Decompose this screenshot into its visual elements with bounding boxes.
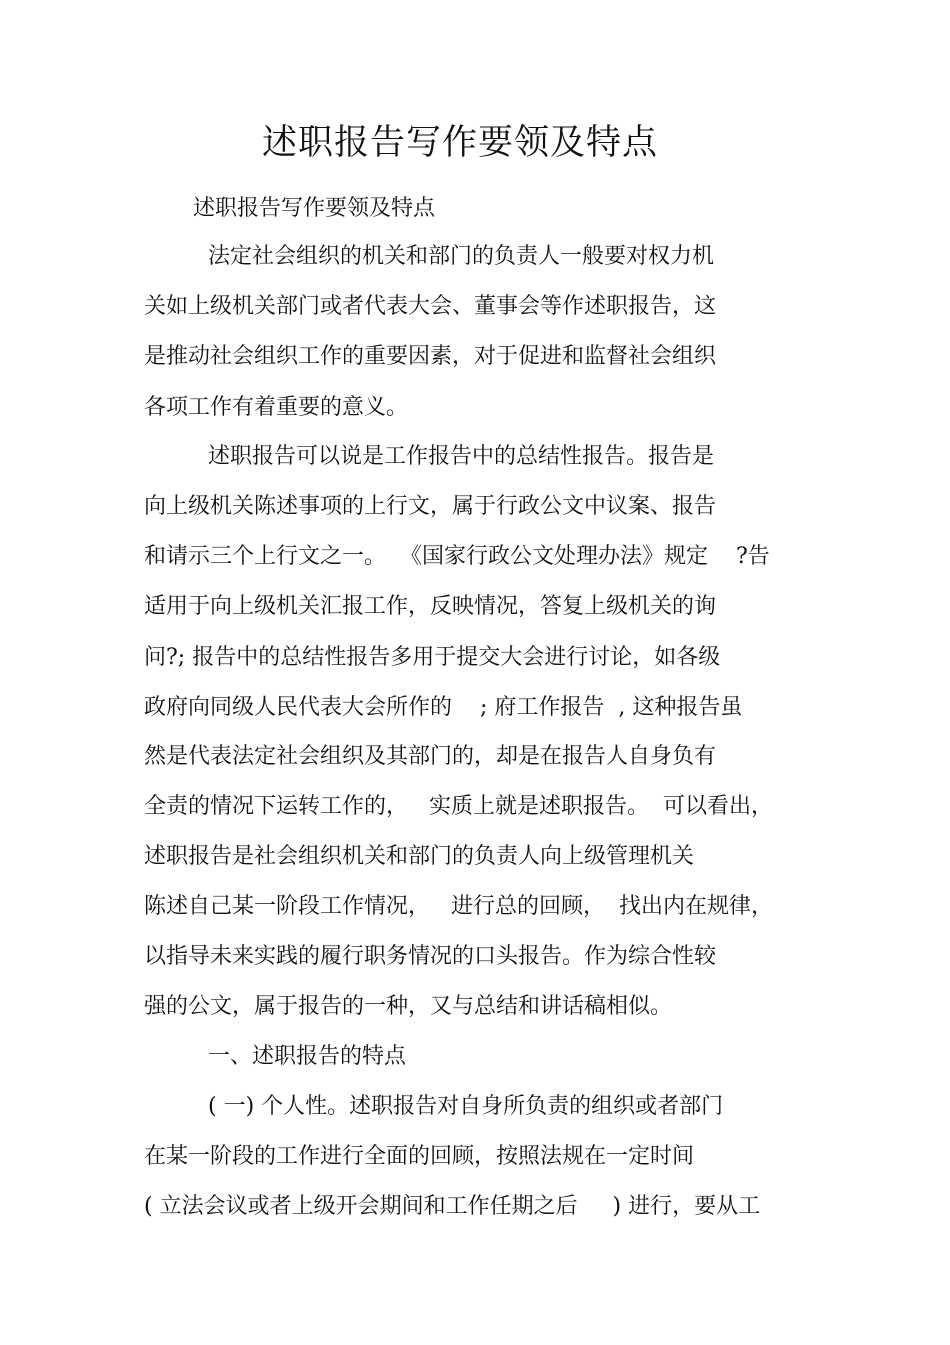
paragraph-line: 以指导未来实践的履行职务情况的口头报告。作为综合性较 [144,944,717,969]
subtitle-line: 述职报告写作要领及特点 [193,196,436,221]
paragraph-line: 向上级机关陈述事项的上行文，属于行政公文中议案、报告 [144,494,717,519]
paragraph-line: 问?; 报告中的总结性报告多用于提交大会进行讨论，如各级 [144,645,721,670]
paragraph-line: 陈述自己某一阶段工作情况， 进行总的回顾， 找出内在规律， [144,894,773,919]
paragraph-line: 在某一阶段的工作进行全面的回顾，按照法规在一定时间 [144,1144,695,1169]
document-title: 述职报告写作要领及特点 [261,123,658,163]
paragraph-line: 和请示三个上行文之一。 《国家行政公文处理办法》规定 ?告 [144,544,770,569]
paragraph-line: 述职报告是社会组织机关和部门的负责人向上级管理机关 [144,844,695,869]
paragraph-line: 强的公文，属于报告的一种，又与总结和讲话稿相似。 [144,994,673,1019]
paragraph-line: 然是代表法定社会组织及其部门的，却是在报告人自身负有 [144,744,717,769]
paragraph-line: 法定社会组织的机关和部门的负责人一般要对权力机 [208,244,715,269]
paragraph-line: 述职报告可以说是工作报告中的总结性报告。报告是 [208,444,715,469]
paragraph-line: ( 一) 个人性。述职报告对自身所负责的组织或者部门 [208,1094,724,1119]
paragraph-line: 关如上级机关部门或者代表大会、董事会等作述职报告，这 [144,294,717,319]
paragraph-line: ( 立法会议或者上级开会期间和工作任期之后 ) 进行，要从工 [144,1194,761,1219]
section-heading: 一、述职报告的特点 [208,1044,407,1069]
paragraph-line: 政府向同级人民代表大会所作的 ; 府工作报告 , 这种报告虽 [144,695,743,720]
paragraph-line: 适用于向上级机关汇报工作，反映情况，答复上级机关的询 [144,594,717,619]
paragraph-line: 各项工作有着重要的意义。 [144,395,409,420]
paragraph-line: 是推动社会组织工作的重要因素，对于促进和监督社会组织 [144,344,717,369]
paragraph-line: 全责的情况下运转工作的， 实质上就是述职报告。 可以看出， [144,794,773,819]
